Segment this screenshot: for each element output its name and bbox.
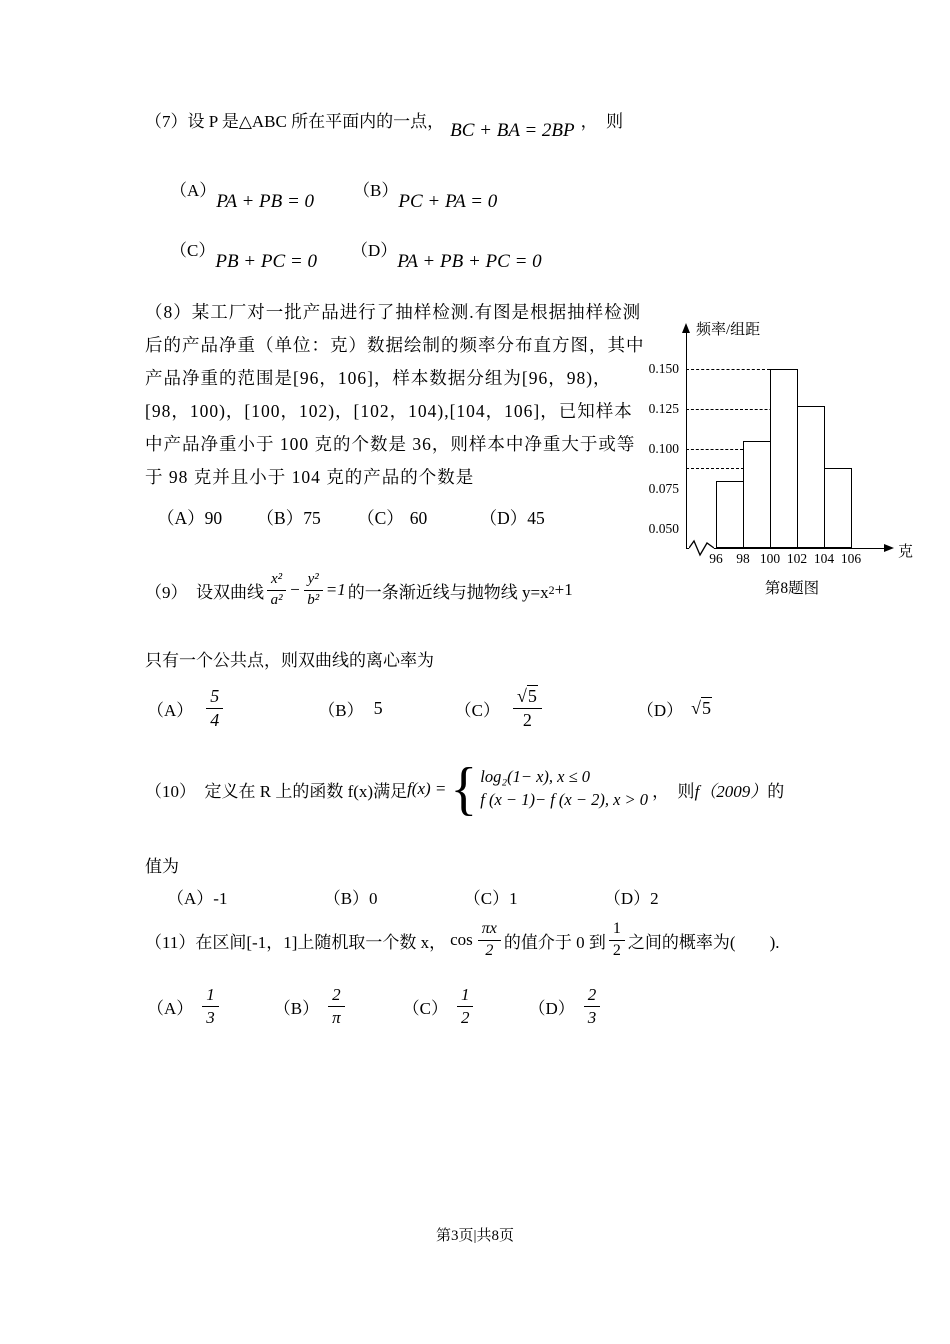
chart-x-tick-label: 98 [736, 551, 750, 566]
q7-option-d-label: （D） [350, 241, 398, 260]
q7-option-c-math: PB + PC = 0 [215, 251, 317, 272]
q10-piecewise [450, 756, 649, 822]
q9-option-b-label: （B） [318, 700, 364, 720]
q8-option-b-value: 75 [303, 508, 321, 528]
q11-stem-lead: （11）在区间[-1，1]上随机取一个数 x， [145, 932, 447, 952]
q7-option-b-label: （B） [353, 181, 399, 200]
q11-fraction-half [609, 920, 625, 960]
radicand: 5 [702, 697, 712, 718]
radical-sign: √ [691, 697, 702, 718]
q11-option-a [147, 985, 222, 1027]
q7-option-c-label: （C） [170, 241, 216, 260]
q7-option-a-math: PA + PB = 0 [216, 191, 315, 212]
q8-option-b-label: （B） [256, 508, 304, 528]
chart-bar [716, 481, 744, 548]
q8-option-a-label: （A） [157, 508, 205, 528]
q8-option-a [157, 508, 222, 528]
q10-cases-rows [480, 767, 648, 810]
page-footer: 第3页|共8页 [435, 1228, 514, 1244]
q8-option-d-value: 45 [527, 508, 545, 528]
q9-option-d-value [691, 698, 712, 719]
q8-line-6: 于 98 克并且小于 104 克的产品的个数是 [145, 467, 475, 487]
q8-option-a-value: 90 [204, 508, 223, 528]
q11-option-c-fraction [457, 985, 474, 1027]
chart-x-tick-label: 100 [759, 551, 781, 566]
q8-option-c [357, 508, 427, 528]
q9-option-d-label: （D） [636, 700, 684, 720]
q8-option-d [480, 508, 545, 528]
chart-x-tick-label: 104 [813, 551, 835, 566]
q11-frac1-numerator: πx [478, 920, 501, 940]
q10-option-a-label: （A） [167, 889, 214, 908]
q9-frac1-denominator: a² [270, 591, 283, 608]
q11-option-a-numerator: 1 [202, 985, 219, 1007]
q8-line-4: [98，100)，[100，102)，[102，104),[104，106]，已知样本 [145, 401, 633, 421]
q8-line-5: 中产品净重小于 100 克的个数是 36，则样本中净重大于或等 [145, 434, 636, 454]
q7-stem-then: ， 则 [580, 112, 624, 131]
q10-stem-tail: 的 [767, 781, 785, 801]
question-11 [145, 914, 945, 1054]
q11-stem-mid: 的值介于 0 到 [503, 932, 606, 952]
q9-fraction-x2a2 [267, 571, 286, 609]
chart-y-tick-label: 0.100 [648, 440, 679, 456]
q8-options [157, 505, 645, 530]
q11-option-c-numerator: 1 [457, 985, 474, 1007]
chart-y-axis-label: 频率/组距 [696, 322, 761, 338]
question-8 [145, 296, 645, 530]
q7-option-c [170, 241, 317, 273]
question-7 [145, 107, 795, 319]
q8-line-1: （8）某工厂对一批产品进行了抽样检测.有图是根据抽样检测 [145, 302, 642, 322]
q10-f2009: f（2009） [694, 781, 768, 801]
q10-option-a [167, 889, 227, 908]
chart-x-tick-label: 106 [840, 551, 862, 566]
chart-caption: 第8题图 [764, 580, 820, 597]
q7-stem [145, 107, 624, 141]
q11-frac1-denominator: 2 [485, 941, 494, 959]
q11-option-b [274, 985, 348, 1027]
q10-case-1: log₂(1− x), x ≤ 0 [480, 767, 591, 787]
q10-case-2: f (x − 1)− f (x − 2), x > 0 [480, 790, 649, 810]
q11-stem-tail: 之间的概率为( ). [627, 932, 780, 952]
q11-option-b-denominator: π [332, 1007, 341, 1027]
q11-options [145, 978, 603, 1034]
q9-option-a-denominator: 4 [210, 709, 220, 730]
q10-option-b-label: （B） [323, 889, 370, 908]
q9-stem [145, 562, 573, 618]
q7-vector-formula: BC + BA = 2BP [450, 120, 575, 141]
q9-option-c-numerator [513, 686, 542, 709]
q10-option-a-value: -1 [213, 889, 228, 908]
q11-stem [145, 914, 779, 966]
chart-bar [770, 369, 798, 548]
q7-option-b [353, 181, 498, 213]
q11-option-d-label: （D） [528, 998, 575, 1018]
q11-option-d-denominator: 3 [587, 1007, 597, 1027]
q9-option-c [455, 686, 545, 730]
radicand: 5 [527, 685, 537, 706]
chart-x-axis-unit: 克 [898, 544, 914, 560]
q8-line-3: 产品净重的范围是[96，106]，样本数据分组为[96，98)， [145, 368, 612, 388]
q10-option-b [324, 889, 378, 908]
chart-x-tick-label: 96 [709, 551, 723, 566]
q10-stem [145, 756, 784, 822]
q7-options-row-2 [145, 241, 542, 273]
q8-line-2: 后的产品净重（单位：克）数据绘制的频率分布直方图，其中 [145, 335, 645, 355]
q9-option-a-label: （A） [147, 700, 194, 720]
chart-y-tick-label: 0.050 [648, 520, 679, 536]
q9-minus-sign: − [289, 580, 301, 599]
q9-frac1-numerator: x² [267, 571, 286, 590]
q11-option-b-numerator: 2 [328, 985, 345, 1007]
q11-option-b-fraction [328, 985, 345, 1027]
q11-frac2-denominator: 2 [612, 941, 621, 959]
q9-option-a [147, 686, 226, 730]
q11-option-c [403, 985, 477, 1027]
chart-y-tick-label: 0.125 [648, 400, 679, 416]
q10-options [167, 884, 659, 909]
q9-option-c-fraction [513, 686, 542, 730]
q11-option-c-label: （C） [402, 998, 448, 1018]
q9-option-c-label: （C） [454, 700, 500, 720]
q11-option-d [528, 985, 603, 1027]
q10-option-c [464, 889, 518, 908]
q10-option-b-value: 0 [369, 889, 378, 908]
chart-bar [797, 406, 825, 548]
q8-option-c-value: 60 [409, 508, 428, 528]
q11-option-a-fraction [202, 985, 219, 1027]
q9-stem-tail: 的一条渐近线与抛物线 y=x [347, 582, 549, 602]
q9-options [145, 680, 712, 736]
q9-option-b [318, 696, 382, 721]
chart-y-tick-label: 0.150 [648, 360, 679, 376]
q10-option-c-label: （C） [463, 889, 510, 908]
chart-bar [824, 468, 852, 548]
q9-option-d [637, 696, 712, 721]
q9-equals-one: =1 [325, 580, 346, 599]
q11-frac2-numerator: 1 [609, 920, 625, 940]
q7-option-a [170, 181, 315, 213]
q11-option-b-label: （B） [273, 998, 320, 1018]
question-10 [145, 756, 945, 936]
chart-y-tick-label: 0.075 [648, 480, 679, 496]
chart-bar [743, 441, 771, 548]
q10-stem-mid: ， 则 [652, 781, 695, 801]
q10-option-d [604, 889, 659, 908]
q9-frac2-denominator: b² [307, 591, 320, 608]
q10-stem-lead: （10） 定义在 R 上的函数 f(x)满足 [145, 781, 408, 801]
q8-option-d-label: （D） [479, 508, 528, 528]
q10-fx-equals: f(x) = [407, 779, 447, 798]
q9-stem-lead: （9） 设双曲线 [145, 582, 264, 602]
q9-fraction-y2b2 [304, 571, 323, 609]
q7-options-row-1 [145, 181, 498, 213]
q11-option-c-denominator: 2 [460, 1007, 470, 1027]
q7-option-d-math: PA + PB + PC = 0 [397, 251, 542, 272]
q9-option-b-value: 5 [373, 697, 383, 718]
q10-option-c-value: 1 [509, 889, 518, 908]
q11-cos: cos [450, 930, 473, 949]
q11-option-a-label: （A） [147, 998, 194, 1018]
sqrt-radical [517, 685, 538, 706]
q11-option-d-numerator: 2 [584, 985, 601, 1007]
q10-option-d-value: 2 [650, 889, 659, 908]
q7-option-a-label: （A） [170, 181, 217, 200]
q9-frac2-numerator: y² [304, 571, 323, 590]
q9-option-a-numerator: 5 [206, 686, 223, 709]
q8-option-b [257, 508, 321, 528]
q11-option-d-fraction [584, 985, 601, 1027]
q8-option-c-label: （C） [357, 508, 404, 528]
q9-option-c-denominator: 2 [522, 709, 532, 730]
q10-option-d-label: （D） [603, 889, 651, 908]
brace-icon: { [450, 756, 478, 822]
q10-stem-line2: 值为 [145, 857, 179, 876]
q11-fraction-pix2 [478, 920, 501, 960]
q11-option-a-denominator: 3 [206, 1007, 215, 1027]
chart-dashed-guide [686, 449, 743, 450]
q9-stem-tail2: +1 [554, 580, 573, 599]
q7-option-b-math: PC + PA = 0 [398, 191, 498, 212]
chart-dashed-guide [686, 369, 770, 370]
chart-x-tick-label: 102 [786, 551, 808, 566]
radical-sign: √ [516, 685, 527, 706]
q7-option-d [350, 241, 542, 273]
q9-parabola-subscript: 2 [548, 582, 555, 597]
q9-option-a-fraction [206, 686, 223, 730]
q9-stem-line2: 只有一个公共点，则双曲线的离心率为 [145, 651, 434, 670]
q7-stem-text: （7）设 P 是△ABC 所在平面内的一点， [145, 112, 445, 131]
question-9 [145, 562, 875, 776]
